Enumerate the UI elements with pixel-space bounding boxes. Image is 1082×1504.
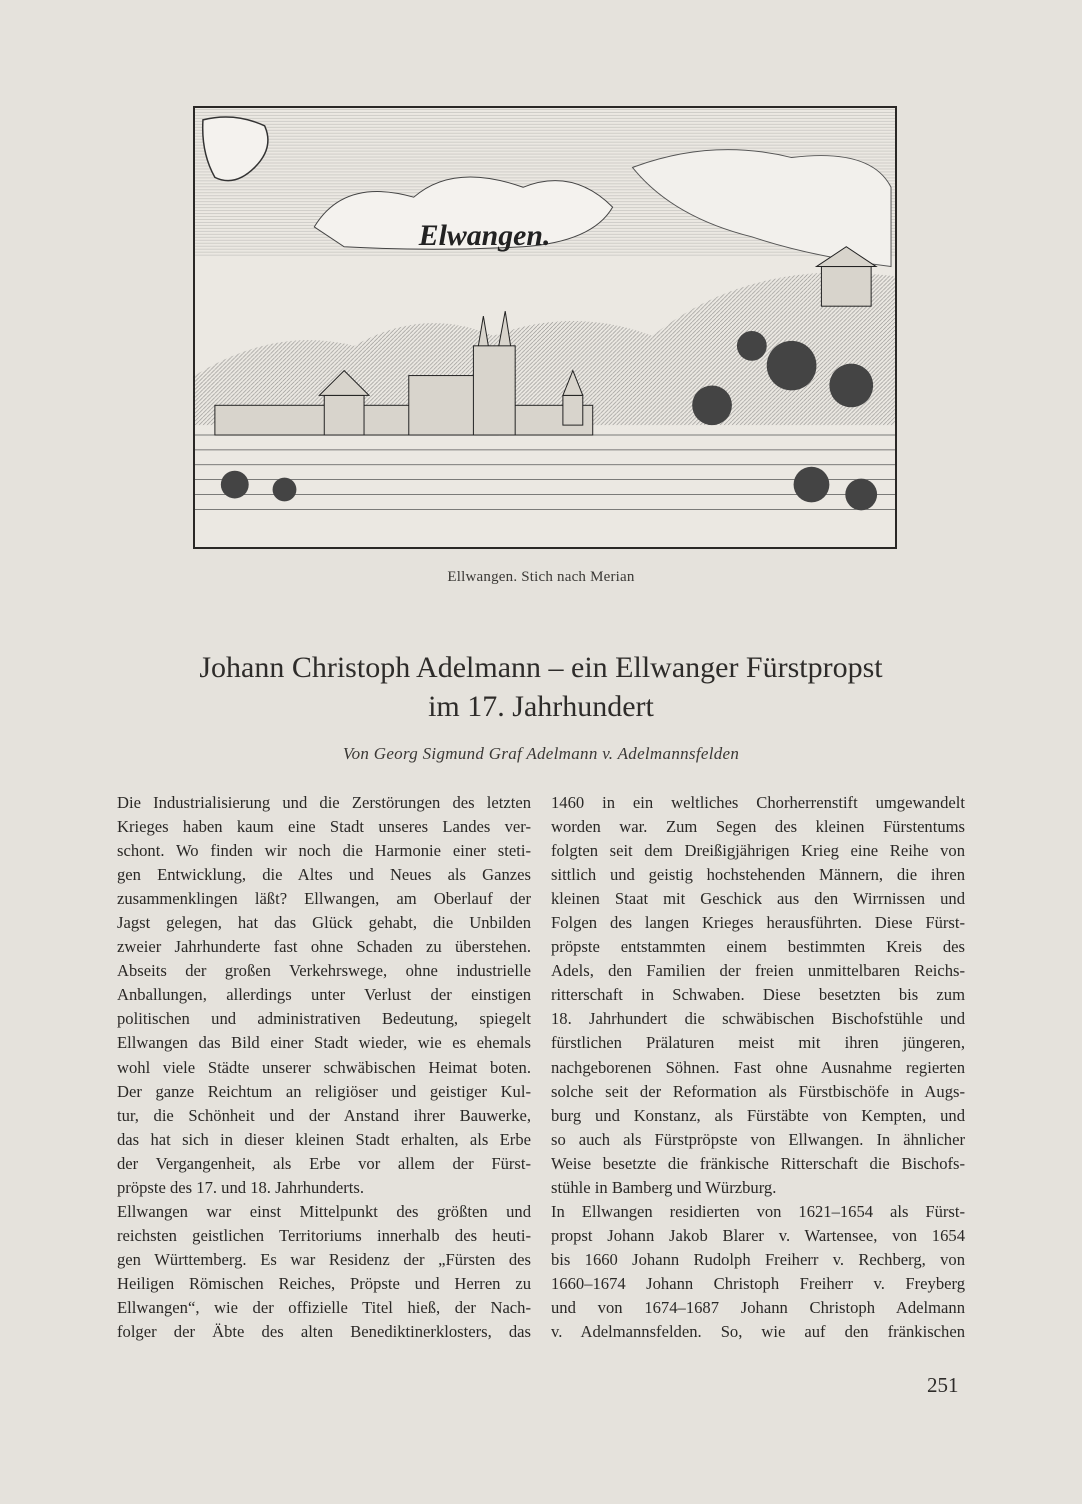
text-line: Heiligen Römischen Reiches, Pröpste und Herren zu [117, 1273, 531, 1293]
text-line: Ellwangen war einst Mittelpunkt des größten und [117, 1201, 531, 1221]
text-line: ritterschaft in Schwaben. Diese besetzten bis zum [551, 985, 965, 1005]
text-line: Ellwangen“, wie der offizielle Titel hieß, der Nach- [117, 1297, 531, 1317]
text-line: propst Johann Jakob Blarer v. Wartensee, von 1654 [551, 1225, 965, 1245]
text-line: bis 1660 Johann Rudolph Freiherr v. Rechberg, von [551, 1249, 965, 1269]
title-line: Johann Christoph Adelmann – ein Ellwanger Fürstpropst [199, 651, 883, 684]
text-line: pröpste des 17. und 18. Jahrhunderts. [117, 1177, 365, 1197]
text-line: burg und Konstanz, als Fürstäbte von Kempten, und [551, 1105, 965, 1125]
text-line: Der ganze Reichtum an religiöser und geistiger Kul- [117, 1081, 531, 1101]
text-line: Krieges haben kaum eine Stadt unseres Landes ver- [117, 817, 531, 837]
ellwangen-engraving [195, 108, 895, 547]
text-line: 1460 in ein weltliches Chorherrenstift umgewandelt [551, 793, 965, 812]
text-line: v. Adelmannsfelden. So, wie auf den fränkischen [551, 1322, 965, 1342]
text-column-right [551, 791, 965, 1344]
text-line: sittlich und geistig hochstehenden Männern, die ihren [551, 865, 965, 885]
text-line: der Vergangenheit, als Erbe vor allem der Fürst- [117, 1153, 531, 1173]
text-line: Abseits der großen Verkehrswege, ohne industrielle [117, 961, 531, 981]
text-line: und von 1674–1687 Johann Christoph Adelmann [551, 1297, 965, 1317]
text-line: so auch als Fürstpröpste von Ellwangen. In ähnlicher [551, 1129, 965, 1149]
text-line: zusammenklingen läßt? Ellwangen, am Oberlauf der [117, 889, 531, 909]
text-line: folger der Äbte des alten Benediktinerklosters, das [117, 1322, 531, 1342]
text-line: Anballungen, allerdings unter Verlust der einstigen [117, 985, 531, 1005]
text-line: Adels, den Familien der freien unmittelbaren Reichs- [551, 961, 965, 981]
text-line: pröpste entstammten einem bestimmten Kreis des [551, 937, 965, 957]
article-title [0, 648, 1082, 726]
text-line: das hat sich in dieser kleinen Stadt erhalten, als Erbe [117, 1129, 531, 1149]
text-line: Weise besetzte die fränkische Ritterschaft die Bischofs- [551, 1153, 965, 1173]
page-number: 251 [927, 1373, 959, 1397]
text-line: 1660–1674 Johann Christoph Freiherr v. Freyberg [551, 1273, 965, 1293]
engraving-label: Elwangen. [418, 218, 551, 252]
figure-caption: Ellwangen. Stich nach Merian [447, 569, 635, 585]
engraving-illustration [193, 106, 897, 549]
text-line: reichsten geistlichen Territoriums innerhalb des heuti- [117, 1225, 531, 1245]
text-line: kleinen Staat mit Geschick aus den Wirrnissen und [551, 889, 965, 909]
text-column-left [117, 791, 531, 1344]
text-line: 18. Jahrhundert die schwäbischen Bischofstühle und [551, 1009, 965, 1029]
text-line: zweier Jahrhunderte fast ohne Schaden zu überstehen. [117, 937, 531, 957]
text-line: solche seit der Reformation als Fürstbischöfe in Augs- [551, 1081, 965, 1101]
text-line: gen Entwicklung, die Altes und Neues als Ganzes [117, 865, 531, 885]
text-line: Jagst gelegen, hat das Glück gehabt, die Unbilden [117, 913, 531, 933]
text-line: gen Württemberg. Es war Residenz der „Fürsten des [117, 1249, 531, 1269]
title-line: im 17. Jahrhundert [428, 690, 654, 723]
text-line: schont. Wo finden wir noch die Harmonie einer steti- [117, 841, 531, 861]
text-line: stühle in Bamberg und Würzburg. [551, 1177, 777, 1197]
text-line: politischen und administrativen Bedeutung, spiegelt [117, 1009, 531, 1029]
text-line: Die Industrialisierung und die Zerstörungen des letzten [117, 793, 531, 812]
text-line: In Ellwangen residierten von 1621–1654 als Fürst- [551, 1201, 965, 1221]
text-line: worden war. Zum Segen des kleinen Fürstentums [551, 817, 965, 837]
text-line: tur, die Schönheit und der Anstand ihrer Bauwerke, [117, 1105, 531, 1125]
text-line: wohl viele Städte unserer schwäbischen Heimat boten. [117, 1057, 531, 1077]
text-line: Folgen des langen Krieges herausführten. Diese Fürst- [551, 913, 965, 933]
text-line: Ellwangen das Bild einer Stadt wieder, wie es ehemals [117, 1033, 531, 1053]
text-line: fürstlichen Prälaturen meist mit ihren jüngeren, [551, 1033, 965, 1053]
text-line: nachgeborenen Söhnen. Fast ohne Ausnahme regierten [551, 1057, 965, 1077]
text-line: folgten seit dem Dreißigjährigen Krieg eine Reihe von [551, 841, 965, 861]
article-byline: Von Georg Sigmund Graf Adelmann v. Adelmannsfelden [342, 744, 740, 763]
